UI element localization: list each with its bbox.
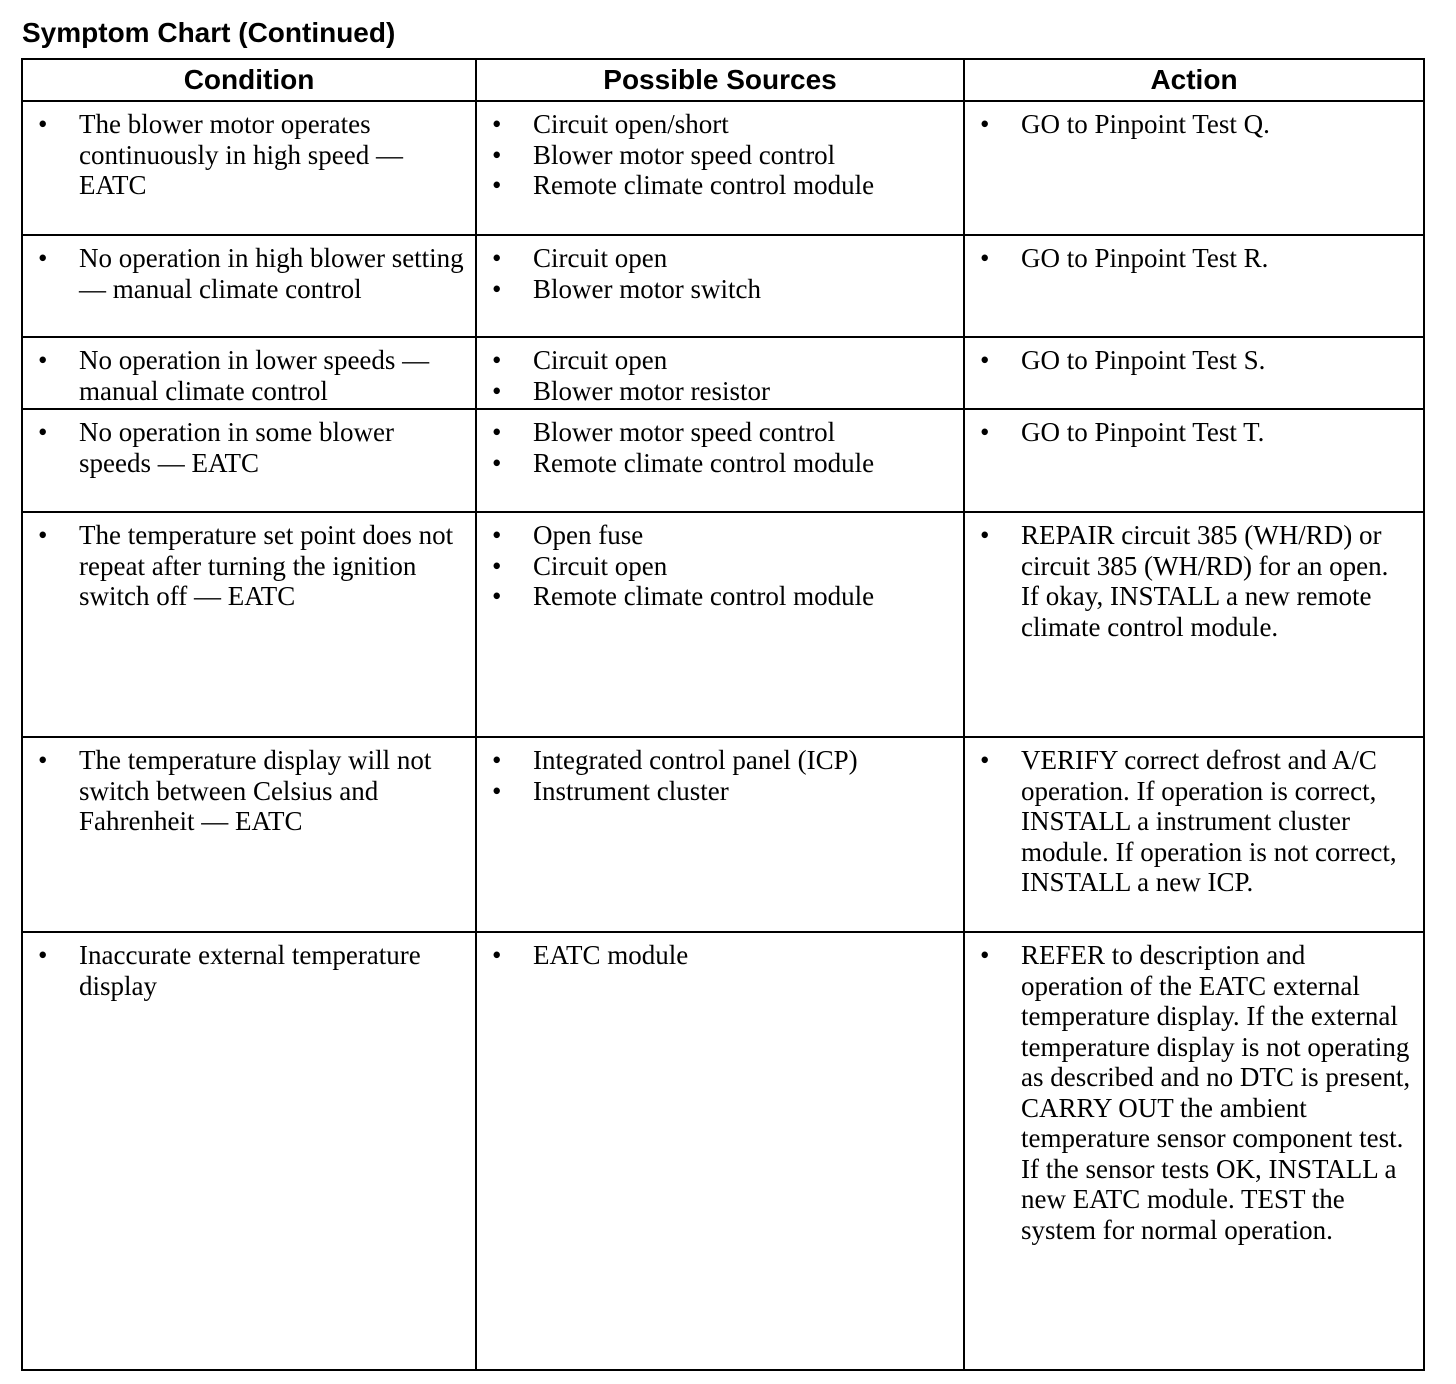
action-item: • GO to Pinpoint Test Q. [965,109,1413,140]
condition-cell [22,337,476,409]
source-item: • Instrument cluster [477,776,953,807]
source-item: • EATC module [477,940,953,971]
sources-cell [476,932,964,1370]
sources-cell [476,101,964,235]
symptom-chart-table [21,58,1425,1371]
header-action: Action [964,59,1424,101]
action-item: • REPAIR circuit 385 (WH/RD) or circuit 385 (WH/RD) for an open. If okay, INSTALL a new remote climate control module. [965,520,1413,642]
table-row [22,409,1424,512]
table-row [22,101,1424,235]
source-item: • Blower motor switch [477,274,953,305]
header-condition: Condition [22,59,476,101]
action-item: • REFER to description and operation of the EATC external temperature display. If the external temperature display is not operating as described and no DTC is present, CARRY OUT the ambient temperature sensor component test. If the sensor tests OK, INSTALL a new EATC module. TEST the system for normal operation. [965,940,1413,1245]
condition-item: • No operation in lower speeds — manual climate control [23,345,465,406]
sources-cell [476,235,964,337]
sources-cell [476,512,964,737]
action-item: • GO to Pinpoint Test T. [965,417,1413,448]
source-item: • Remote climate control module [477,170,953,201]
action-cell [964,932,1424,1370]
action-item: • GO to Pinpoint Test R. [965,243,1413,274]
source-item: • Open fuse [477,520,953,551]
action-cell [964,737,1424,932]
action-cell [964,101,1424,235]
condition-item: • The temperature display will not switch between Celsius and Fahrenheit — EATC [23,745,465,837]
table-row [22,235,1424,337]
source-item: • Integrated control panel (ICP) [477,745,953,776]
condition-item: • No operation in some blower speeds — EATC [23,417,465,478]
source-item: • Circuit open [477,345,953,376]
header-possible-sources: Possible Sources [476,59,964,101]
condition-item: • The temperature set point does not repeat after turning the ignition switch off — EATC [23,520,465,612]
condition-cell [22,932,476,1370]
condition-cell [22,235,476,337]
action-item: • GO to Pinpoint Test S. [965,345,1413,376]
table-row [22,737,1424,932]
source-item: • Blower motor speed control [477,140,953,171]
page-title: Symptom Chart (Continued) [22,17,396,48]
source-item: • Blower motor resistor [477,376,953,407]
condition-item: • No operation in high blower setting — manual climate control [23,243,465,304]
sources-cell [476,337,964,409]
source-item: • Circuit open [477,243,953,274]
action-cell [964,235,1424,337]
condition-cell [22,512,476,737]
source-item: • Circuit open/short [477,109,953,140]
header-row [22,59,1424,101]
source-item: • Blower motor speed control [477,417,953,448]
action-cell [964,409,1424,512]
condition-cell [22,409,476,512]
action-item: • VERIFY correct defrost and A/C operation. If operation is correct, INSTALL a instrument cluster module. If operation is not correct, INSTALL a new ICP. [965,745,1413,898]
source-item: • Remote climate control module [477,581,953,612]
source-item: • Remote climate control module [477,448,953,479]
sources-cell [476,409,964,512]
condition-cell [22,101,476,235]
table-row [22,932,1424,1370]
action-cell [964,337,1424,409]
source-item: • Circuit open [477,551,953,582]
table-row [22,512,1424,737]
condition-item: • The blower motor operates continuously in high speed — EATC [23,109,465,201]
table-row [22,337,1424,409]
condition-cell [22,737,476,932]
sources-cell [476,737,964,932]
action-cell [964,512,1424,737]
condition-item: • Inaccurate external temperature display [23,940,465,1001]
